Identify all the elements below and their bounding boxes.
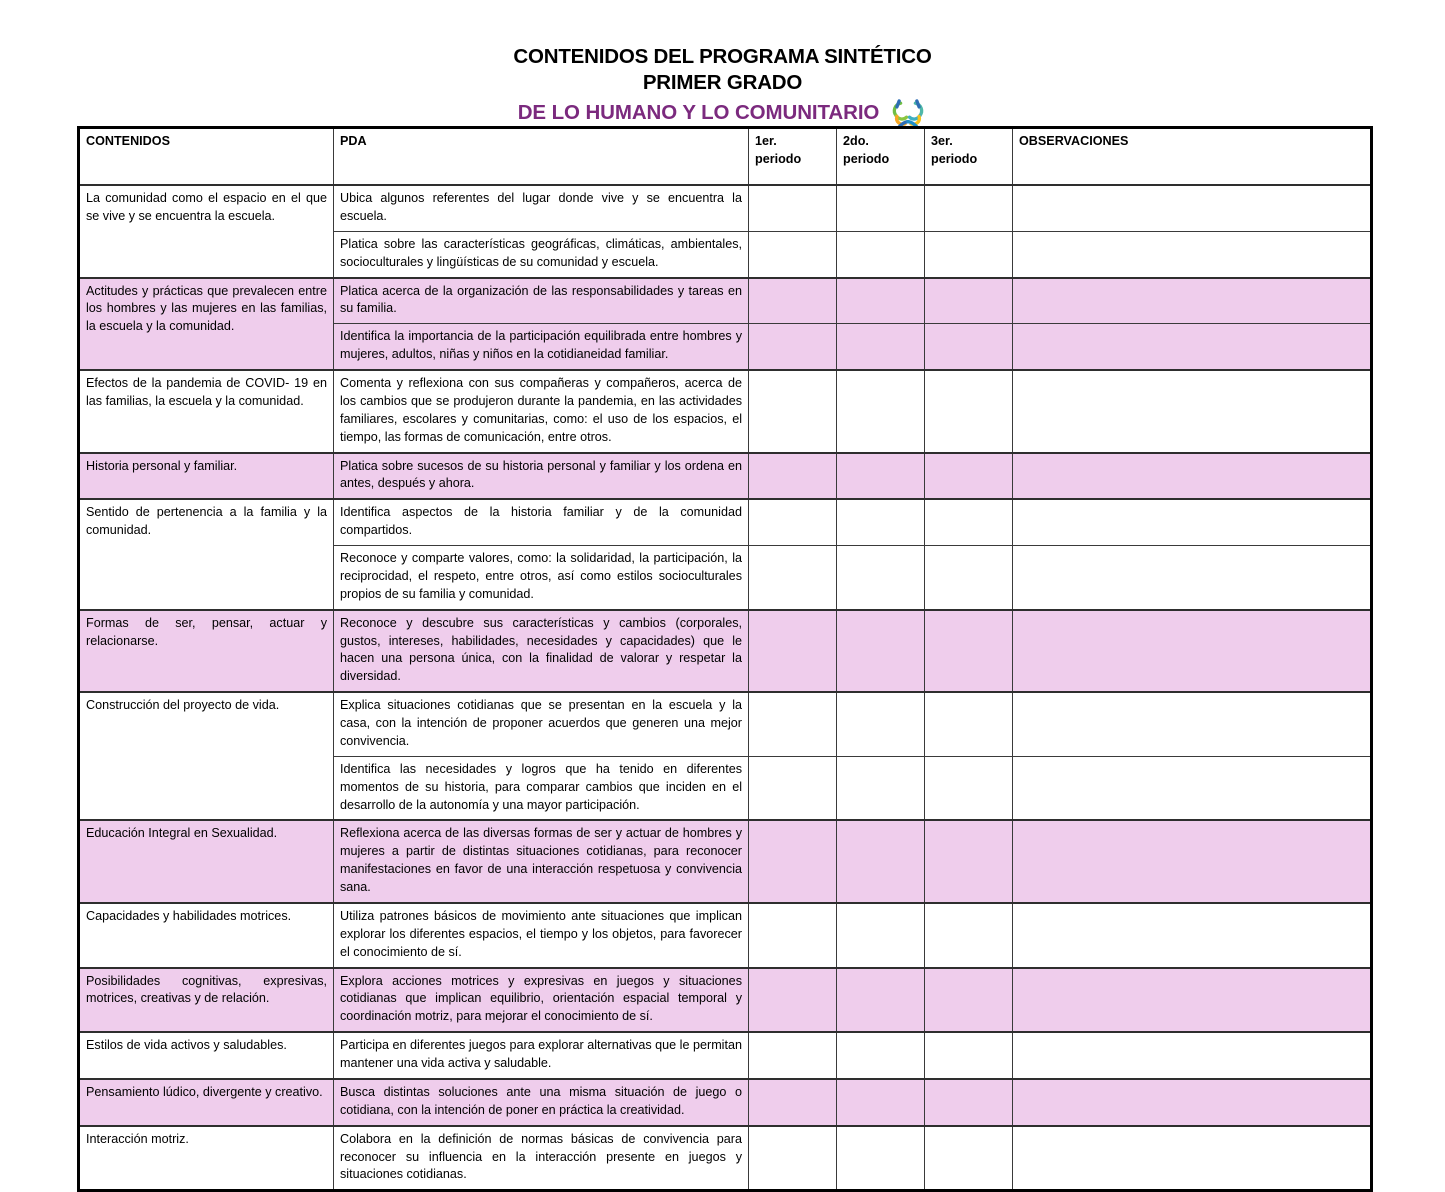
cell-periodo-2[interactable] (837, 692, 925, 756)
cell-periodo-3[interactable] (925, 278, 1013, 324)
cell-periodo-2[interactable] (837, 453, 925, 500)
cell-observaciones[interactable] (1013, 1126, 1372, 1191)
periodo-2-line2: periodo (843, 151, 890, 166)
cell-observaciones[interactable] (1013, 324, 1372, 370)
cell-periodo-1[interactable] (749, 370, 837, 453)
cell-contenido: Sentido de pertenencia a la familia y la comunidad. (79, 499, 334, 609)
cell-periodo-2[interactable] (837, 610, 925, 693)
cell-observaciones[interactable] (1013, 968, 1372, 1033)
cell-pda: Platica acerca de la organización de las responsabilidades y tareas en su familia. (334, 278, 749, 324)
cell-observaciones[interactable] (1013, 1079, 1372, 1126)
cell-observaciones[interactable] (1013, 278, 1372, 324)
cell-periodo-1[interactable] (749, 903, 837, 968)
cell-periodo-3[interactable] (925, 610, 1013, 693)
table-header (79, 128, 1372, 186)
cell-contenido: Educación Integral en Sexualidad. (79, 820, 334, 903)
cell-observaciones[interactable] (1013, 820, 1372, 903)
cell-pda: Platica sobre sucesos de su historia personal y familiar y los ordena en antes, después y ahora. (334, 453, 749, 500)
cell-periodo-2[interactable] (837, 324, 925, 370)
table-row (79, 499, 1372, 545)
cell-periodo-1[interactable] (749, 185, 837, 231)
cell-pda: Busca distintas soluciones ante una misma situación de juego o cotidiana, con la intención de poner en práctica la creatividad. (334, 1079, 749, 1126)
periodo-3-line2: periodo (931, 151, 978, 166)
column-header-observaciones: OBSERVACIONES (1013, 128, 1372, 186)
cell-periodo-2[interactable] (837, 903, 925, 968)
cell-periodo-3[interactable] (925, 453, 1013, 500)
cell-contenido: Estilos de vida activos y saludables. (79, 1032, 334, 1079)
column-header-contenidos: CONTENIDOS (79, 128, 334, 186)
page-title-line2: PRIMER GRADO (642, 71, 803, 95)
periodo-2-line1: 2do. (843, 134, 869, 148)
document-header (0, 0, 1445, 130)
cell-observaciones[interactable] (1013, 499, 1372, 545)
contents-table-container (77, 126, 1370, 1192)
cell-pda: Platica sobre las características geográficas, climáticas, ambientales, socioculturales y lingüísticas de su comunidad y escuela. (334, 231, 749, 277)
cell-contenido: Construcción del proyecto de vida. (79, 692, 334, 820)
cell-periodo-1[interactable] (749, 499, 837, 545)
cell-pda: Reconoce y descubre sus características y cambios (corporales, gustos, intereses, habilidades, necesidades y capacidades) que le hacen una persona única, con la finalidad de valorar y respetar la diversidad. (334, 610, 749, 693)
cell-observaciones[interactable] (1013, 1032, 1372, 1079)
cell-periodo-3[interactable] (925, 370, 1013, 453)
cell-observaciones[interactable] (1013, 610, 1372, 693)
cell-contenido: Pensamiento lúdico, divergente y creativo. (79, 1079, 334, 1126)
table-row (79, 185, 1372, 231)
column-header-periodo-2 (837, 128, 925, 186)
cell-periodo-1[interactable] (749, 968, 837, 1033)
periodo-3-line1: 3er. (931, 134, 953, 148)
contents-table (77, 126, 1373, 1192)
cell-contenido: Capacidades y habilidades motrices. (79, 903, 334, 968)
cell-periodo-1[interactable] (749, 820, 837, 903)
table-row (79, 903, 1372, 968)
cell-periodo-3[interactable] (925, 499, 1013, 545)
cell-observaciones[interactable] (1013, 185, 1372, 231)
table-body (79, 185, 1372, 1191)
cell-pda: Identifica aspectos de la historia familiar y de la comunidad compartidos. (334, 499, 749, 545)
cell-contenido: Efectos de la pandemia de COVID- 19 en las familias, la escuela y la comunidad. (79, 370, 334, 453)
cell-periodo-2[interactable] (837, 1126, 925, 1191)
cell-contenido: La comunidad como el espacio en el que se vive y se encuentra la escuela. (79, 185, 334, 278)
periodo-1-line1: 1er. (755, 134, 777, 148)
table-header-row (79, 128, 1372, 186)
cell-pda: Colabora en la definición de normas básicas de convivencia para reconocer su influencia en la interacción presente en juegos y situaciones cotidianas. (334, 1126, 749, 1191)
cell-pda: Explica situaciones cotidianas que se presentan en la escuela y la casa, con la intención de proponer acuerdos que generen una mejor convivencia. (334, 692, 749, 756)
cell-pda: Reflexiona acerca de las diversas formas de ser y actuar de hombres y mujeres a partir de distintas situaciones cotidianas, para reconocer manifestaciones en favor de una interacción respetuosa y convivencia sana. (334, 820, 749, 903)
cell-periodo-1[interactable] (749, 278, 837, 324)
cell-periodo-1[interactable] (749, 324, 837, 370)
cell-contenido: Actitudes y prácticas que prevalecen entre los hombres y las mujeres en las familias, la escuela y la comunidad. (79, 278, 334, 371)
cell-pda: Participa en diferentes juegos para explorar alternativas que le permitan mantener una vida activa y saludable. (334, 1032, 749, 1079)
cell-pda: Utiliza patrones básicos de movimiento ante situaciones que implican explorar los diferentes espacios, el tiempo y los objetos, para favorecer el conocimiento de sí. (334, 903, 749, 968)
cell-pda: Ubica algunos referentes del lugar donde vive y se encuentra la escuela. (334, 185, 749, 231)
cell-observaciones[interactable] (1013, 692, 1372, 756)
cell-pda: Explora acciones motrices y expresivas en juegos y situaciones cotidianas que implican equilibrio, orientación espacial temporal y coordinación motriz, para mejorar el conocimiento de sí. (334, 968, 749, 1033)
table-row (79, 692, 1372, 756)
cell-periodo-3[interactable] (925, 546, 1013, 610)
cell-observaciones[interactable] (1013, 231, 1372, 277)
cell-contenido: Formas de ser, pensar, actuar y relacionarse. (79, 610, 334, 693)
table-row (79, 278, 1372, 324)
cell-periodo-2[interactable] (837, 231, 925, 277)
table-row (79, 610, 1372, 693)
cell-contenido: Posibilidades cognitivas, expresivas, motrices, creativas y de relación. (79, 968, 334, 1033)
table-row (79, 968, 1372, 1033)
cell-periodo-2[interactable] (837, 370, 925, 453)
cell-pda: Comenta y reflexiona con sus compañeras y compañeros, acerca de los cambios que se produjeron durante la pandemia, en las actividades familiares, escolares y comunitarias, como: el uso de los espacios, el tiempo, las formas de comunicación, entre otros. (334, 370, 749, 453)
cell-periodo-1[interactable] (749, 231, 837, 277)
table-row (79, 820, 1372, 903)
cell-observaciones[interactable] (1013, 370, 1372, 453)
cell-periodo-3[interactable] (925, 903, 1013, 968)
page-title-line1: CONTENIDOS DEL PROGRAMA SINTÉTICO (513, 45, 932, 68)
table-row (79, 453, 1372, 500)
cell-periodo-2[interactable] (837, 185, 925, 231)
cell-periodo-1[interactable] (749, 1079, 837, 1126)
cell-periodo-1[interactable] (749, 453, 837, 500)
cell-periodo-3[interactable] (925, 1079, 1013, 1126)
cell-periodo-3[interactable] (925, 1032, 1013, 1079)
cell-periodo-3[interactable] (925, 968, 1013, 1033)
cell-periodo-3[interactable] (925, 1126, 1013, 1191)
cell-periodo-3[interactable] (925, 231, 1013, 277)
cell-periodo-1[interactable] (749, 1032, 837, 1079)
cell-periodo-3[interactable] (925, 185, 1013, 231)
cell-pda: Reconoce y comparte valores, como: la solidaridad, la participación, la reciprocidad, el respeto, entre otros, así como estilos socioculturales propios de su familia y comunidad. (334, 546, 749, 610)
cell-periodo-3[interactable] (925, 692, 1013, 756)
cell-observaciones[interactable] (1013, 546, 1372, 610)
cell-periodo-2[interactable] (837, 1032, 925, 1079)
cell-observaciones[interactable] (1013, 453, 1372, 500)
page-subtitle-field: DE LO HUMANO Y LO COMUNITARIO (517, 101, 880, 125)
cell-periodo-1[interactable] (749, 756, 837, 820)
table-row (79, 370, 1372, 453)
cell-periodo-2[interactable] (837, 756, 925, 820)
cell-periodo-2[interactable] (837, 968, 925, 1033)
cell-periodo-3[interactable] (925, 324, 1013, 370)
cell-periodo-1[interactable] (749, 692, 837, 756)
cell-observaciones[interactable] (1013, 903, 1372, 968)
cell-contenido: Historia personal y familiar. (79, 453, 334, 500)
column-header-pda: PDA (334, 128, 749, 186)
cell-periodo-1[interactable] (749, 1126, 837, 1191)
table-row (79, 1079, 1372, 1126)
cell-periodo-2[interactable] (837, 546, 925, 610)
column-header-periodo-3 (925, 128, 1013, 186)
cell-pda: Identifica la importancia de la participación equilibrada entre hombres y mujeres, adultos, niñas y niños en la cotidianeidad familiar. (334, 324, 749, 370)
cell-observaciones[interactable] (1013, 756, 1372, 820)
cell-periodo-3[interactable] (925, 820, 1013, 903)
cell-periodo-2[interactable] (837, 278, 925, 324)
cell-periodo-2[interactable] (837, 499, 925, 545)
cell-contenido: Interacción motriz. (79, 1126, 334, 1191)
cell-periodo-2[interactable] (837, 820, 925, 903)
cell-periodo-1[interactable] (749, 546, 837, 610)
cell-periodo-3[interactable] (925, 756, 1013, 820)
cell-periodo-1[interactable] (749, 610, 837, 693)
cell-periodo-2[interactable] (837, 1079, 925, 1126)
periodo-1-line2: periodo (755, 151, 802, 166)
table-row (79, 1032, 1372, 1079)
column-header-periodo-1 (749, 128, 837, 186)
table-row (79, 1126, 1372, 1191)
cell-pda: Identifica las necesidades y logros que ha tenido en diferentes momentos de su historia, para comparar cambios que inciden en el desarrollo de la autonomía y una mayor participación. (334, 756, 749, 820)
